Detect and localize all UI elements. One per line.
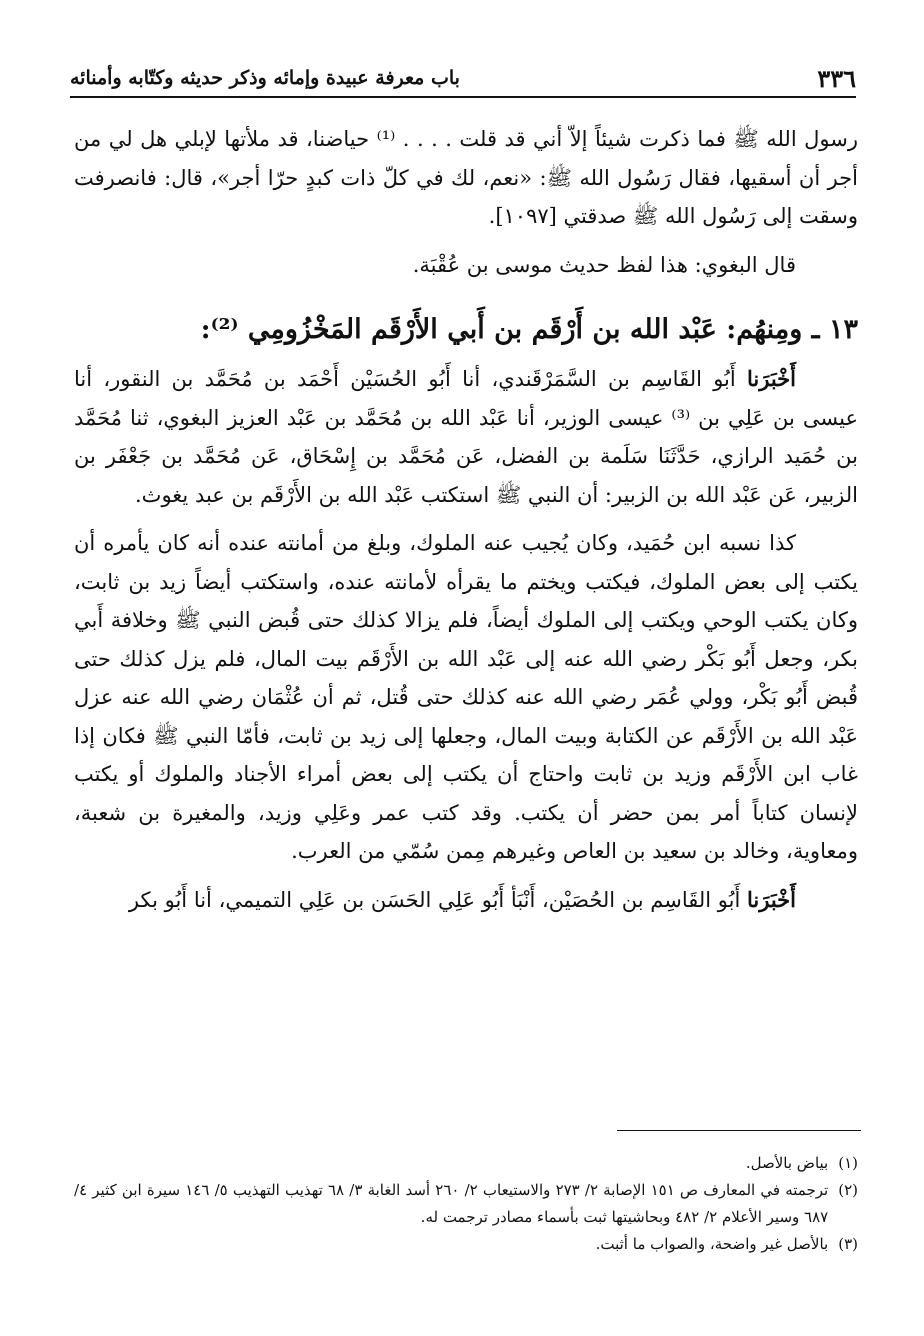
footnote <box>74 1231 858 1258</box>
main-text <box>74 120 858 919</box>
footnote-text: بياض بالأصل. <box>745 1154 829 1172</box>
paragraph-text: أَبُو القَاسِم بن الحُصَيْن، أَنْبَأ أَبُو عَلِي الحَسَن بن عَلِي التميمي، أنا أَبُو بكر <box>128 887 741 912</box>
page-number: ٣٣٦ <box>817 63 856 93</box>
footnote-number: (٢) <box>838 1181 858 1199</box>
paragraph-text: أَبُو القَاسِم بن السَّمَرْقَندي، أنا أَبُو الحُسَيْن أَحْمَد بن مُحَمَّد بن النقور، أنا عيسى بن عَلِي بن ⁽³⁾ عيسى الوزير، أنا عَبْد الله بن مُحَمَّد بن عَبْد العزيز البغوي، ثنا مُحَمَّد بن حُمَيد الرازي، حَدَّثَنَا سَلَمة بن الفضل، عَن مُحَمَّد بن إِسْحَاق، عَن مُحَمَّد بن جَعْفَر بن الزبير، عَن عَبْد الله بن الزبير: أن النبي ﷺ استكتب عَبْد الله بن الأَرْقَم بن عبد يغوث. <box>74 367 858 507</box>
footnote-text: بالأصل غير واضحة، والصواب ما أثبت. <box>595 1235 829 1253</box>
paragraph-lead-word: أَخْبَرَنا <box>747 366 796 391</box>
paragraph-isnad-2 <box>74 881 858 920</box>
footnote-number: (٣) <box>838 1235 858 1253</box>
footnote <box>74 1177 858 1231</box>
running-title: باب معرفة عبيدة وإمائه وذكر حديثه وكتّابه وأمنائه <box>70 67 460 89</box>
page-header <box>70 60 856 98</box>
paragraph-isnad-1 <box>74 360 858 514</box>
section-heading: ١٣ ـ ومِنهُم: عَبْد الله بن أَرْقَم بن أَبي الأَرْقَم المَخْزُومِي ⁽²⁾: <box>200 314 858 345</box>
paragraph-biography: كذا نسبه ابن حُمَيد، وكان يُجيب عنه الملوك، وبلغ من أمانته عنده أنه كان يأمره أن يكتب إلى بعض الملوك، فيكتب ويختم ما يقرأه لأمانته عنده، واستكتب أيضاً زيد بن ثابت، وكان يكتب الوحي ويكتب إلى الملوك أيضاً، فلم يزالا كذلك حتى قُبض النبي ﷺ وخلافة أَبي بكر، وجعل أَبُو بَكْر رضي الله عنه إلى عَبْد الله بن الأَرْقَم بيت المال، فلم يزل كذلك حتى قُبض أَبُو بَكْر، وولي عُمَر رضي الله عنه كذلك حتى قُتل، ثم أن عُثْمَان رضي الله عنه عزل عَبْد الله بن الأَرْقَم عن الكتابة وبيت المال، وجعلها إلى زيد بن ثابت، فأمّا النبي ﷺ فكان إذا غاب ابن الأَرْقَم وزيد بن ثابت واحتاج أن يكتب إلى بعض أمراء الأجناد والملوك أو يكتب لإنسان كتاباً أمر بمن حضر أن يكتب. وقد كتب عمر وعَلِي وزيد، والمغيرة بن شعبة، ومعاوية، وخالد بن سعيد بن العاص وغيرهم مِمن سُمّي من العرب. <box>74 531 858 863</box>
paragraph-baghawi: قال البغوي: هذا لفظ حديث موسى بن عُقْبَة. <box>412 252 796 277</box>
footnotes <box>74 1150 858 1258</box>
footnote-text: ترجمته في المعارف ص ١٥١ الإصابة ٢/ ٢٧٣ والاستيعاب ٢/ ٢٦٠ أسد الغابة ٣/ ٦٨ تهذيب التهذيب ٥/ ١٤٦ سيرة ابن كثير ٤/ ٦٨٧ وسير الأعلام ٢/ ٤٨٢ وبحاشيتها ثبت بأسماء مصادر ترجمت له. <box>74 1181 829 1226</box>
footnote <box>74 1150 858 1177</box>
footnote-number: (١) <box>838 1154 858 1172</box>
footnote-divider <box>617 1130 861 1131</box>
paragraph-continuation: رسول الله ﷺ فما ذكرت شيئاً إلاّ أني قد قلت . . . . ⁽¹⁾ حياضنا، قد ملأتها لإبلي هل لي من أجر أن أسقيها، فقال رَسُول الله ﷺ: «نعم، لك في كلّ ذات كبدٍ حرّا أجر»، قال: فانصرفت وسقت إلى رَسُول الله ﷺ صدقتي [١٠٩٧]. <box>74 127 858 228</box>
paragraph-lead-word: أَخْبَرَنا <box>747 886 796 912</box>
